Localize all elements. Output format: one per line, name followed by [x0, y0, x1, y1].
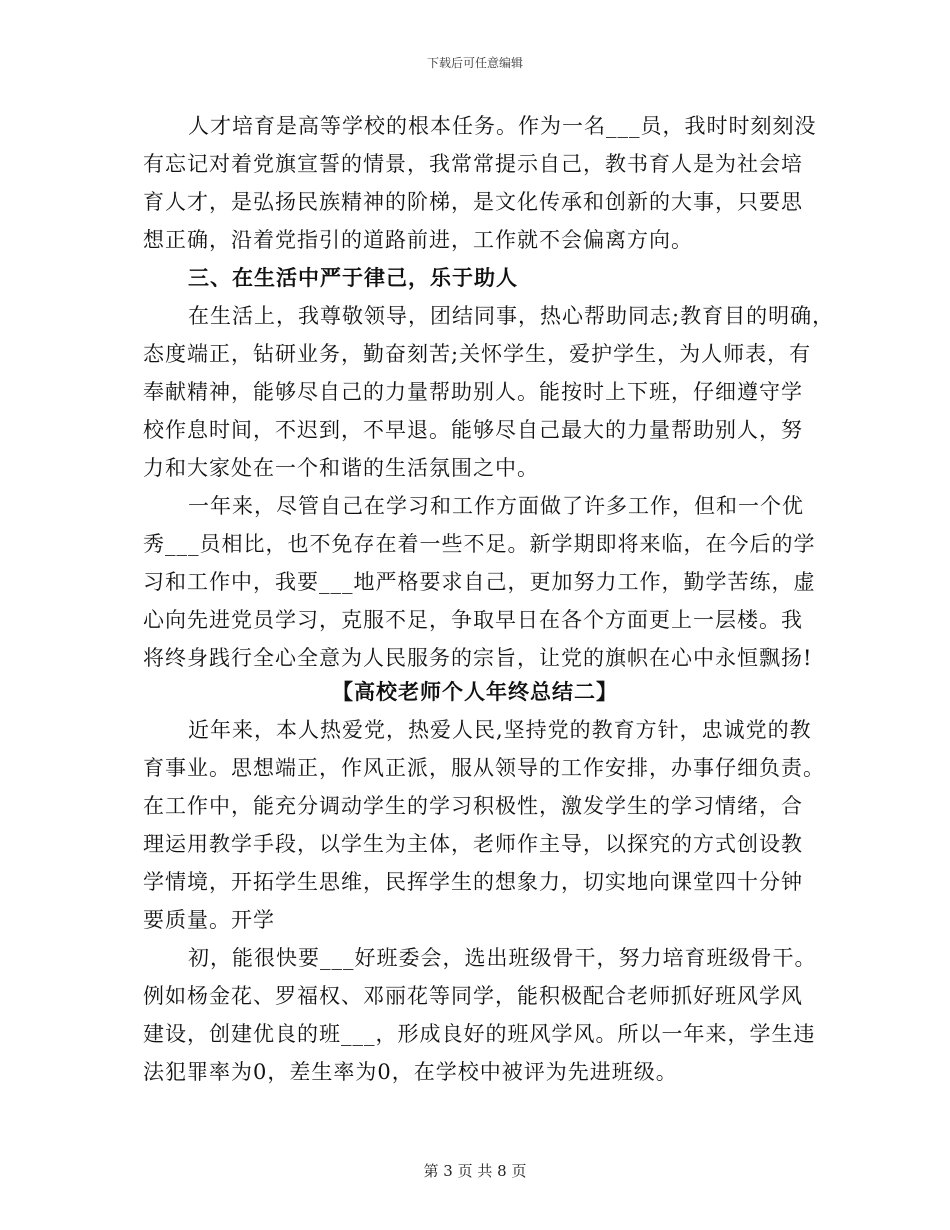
paragraph-line: 学情境，开拓学生思维，民挥学生的想象力，切实地向课堂四十分钟 [143, 870, 803, 894]
paragraph-line: 例如杨金花、罗福权、邓丽花等同学，能积极配合老师抓好班风学风 [143, 984, 803, 1008]
page-header: 下载后可任意编辑 [426, 56, 523, 70]
paragraph-line: 近年来，本人热爱党，热爱人民,坚持党的教育方针，忠诚党的教 [188, 718, 812, 742]
paragraph-line: 要质量。开学 [143, 908, 275, 932]
paragraph-line: 理运用教学手段，以学生为主体，老师作主导，以探究的方式创设教 [143, 832, 803, 856]
paragraph-line: 有忘记对着党旗宣誓的情景，我常常提示自己，教书育人是为社会培 [143, 152, 803, 176]
paragraph-line: 育事业。思想端正，作风正派，服从领导的工作安排，办事仔细负责。 [143, 756, 825, 780]
section-title: 【高校老师个人年终总结二】 [332, 679, 618, 704]
paragraph-line: 人才培育是高等学校的根本任务。作为一名___员，我时时刻刻没 [188, 114, 817, 138]
paragraph-line: 在工作中，能充分调动学生的学习积极性，激发学生的学习情绪，合 [143, 794, 803, 818]
section-heading: 三、在生活中严于律己，乐于助人 [188, 265, 518, 290]
paragraph-line: 心向先进党员学习，克服不足，争取早日在各个方面更上一层楼。我 [143, 608, 803, 632]
paragraph-line: 想正确，沿着党指引的道路前进，工作就不会偏离方向。 [143, 228, 693, 252]
paragraph-line: 校作息时间，不迟到，不早退。能够尽自己最大的力量帮助别人，努 [143, 418, 803, 442]
paragraph-line: 在生活上，我尊敬领导，团结同事，热心帮助同志;教育目的明确， [188, 304, 835, 328]
paragraph-line: 奉献精神，能够尽自己的力量帮助别人。能按时上下班，仔细遵守学 [143, 380, 803, 404]
page-number: 第 3 页 共 8 页 [423, 1162, 527, 1180]
paragraph-line: 建设，创建优良的班___，形成良好的班风学风。所以一年来，学生违 [143, 1022, 816, 1046]
paragraph-line: 法犯罪率为0，差生率为0，在学校中被评为先进班级。 [143, 1060, 678, 1084]
paragraph-line: 育人才，是弘扬民族精神的阶梯，是文化传承和创新的大事，只要思 [143, 190, 803, 214]
paragraph-line: 初，能很快要___好班委会，选出班级骨干，努力培育班级骨干。 [188, 946, 817, 970]
paragraph-line: 态度端正，钻研业务，勤奋刻苦;关怀学生，爱护学生，为人师表，有 [143, 342, 812, 366]
paragraph-line: 秀___员相比，也不免存在着一些不足。新学期即将来临，在今后的学 [143, 532, 816, 556]
paragraph-line: 习和工作中，我要___地严格要求自己，更加努力工作，勤学苦练，虚 [143, 570, 816, 594]
paragraph-line: 力和大家处在一个和谐的生活氛围之中。 [143, 456, 539, 480]
paragraph-line: 将终身践行全心全意为人民服务的宗旨，让党的旗帜在心中永恒飘扬! [143, 646, 813, 670]
paragraph-line: 一年来，尽管自己在学习和工作方面做了许多工作，但和一个优 [188, 494, 804, 518]
